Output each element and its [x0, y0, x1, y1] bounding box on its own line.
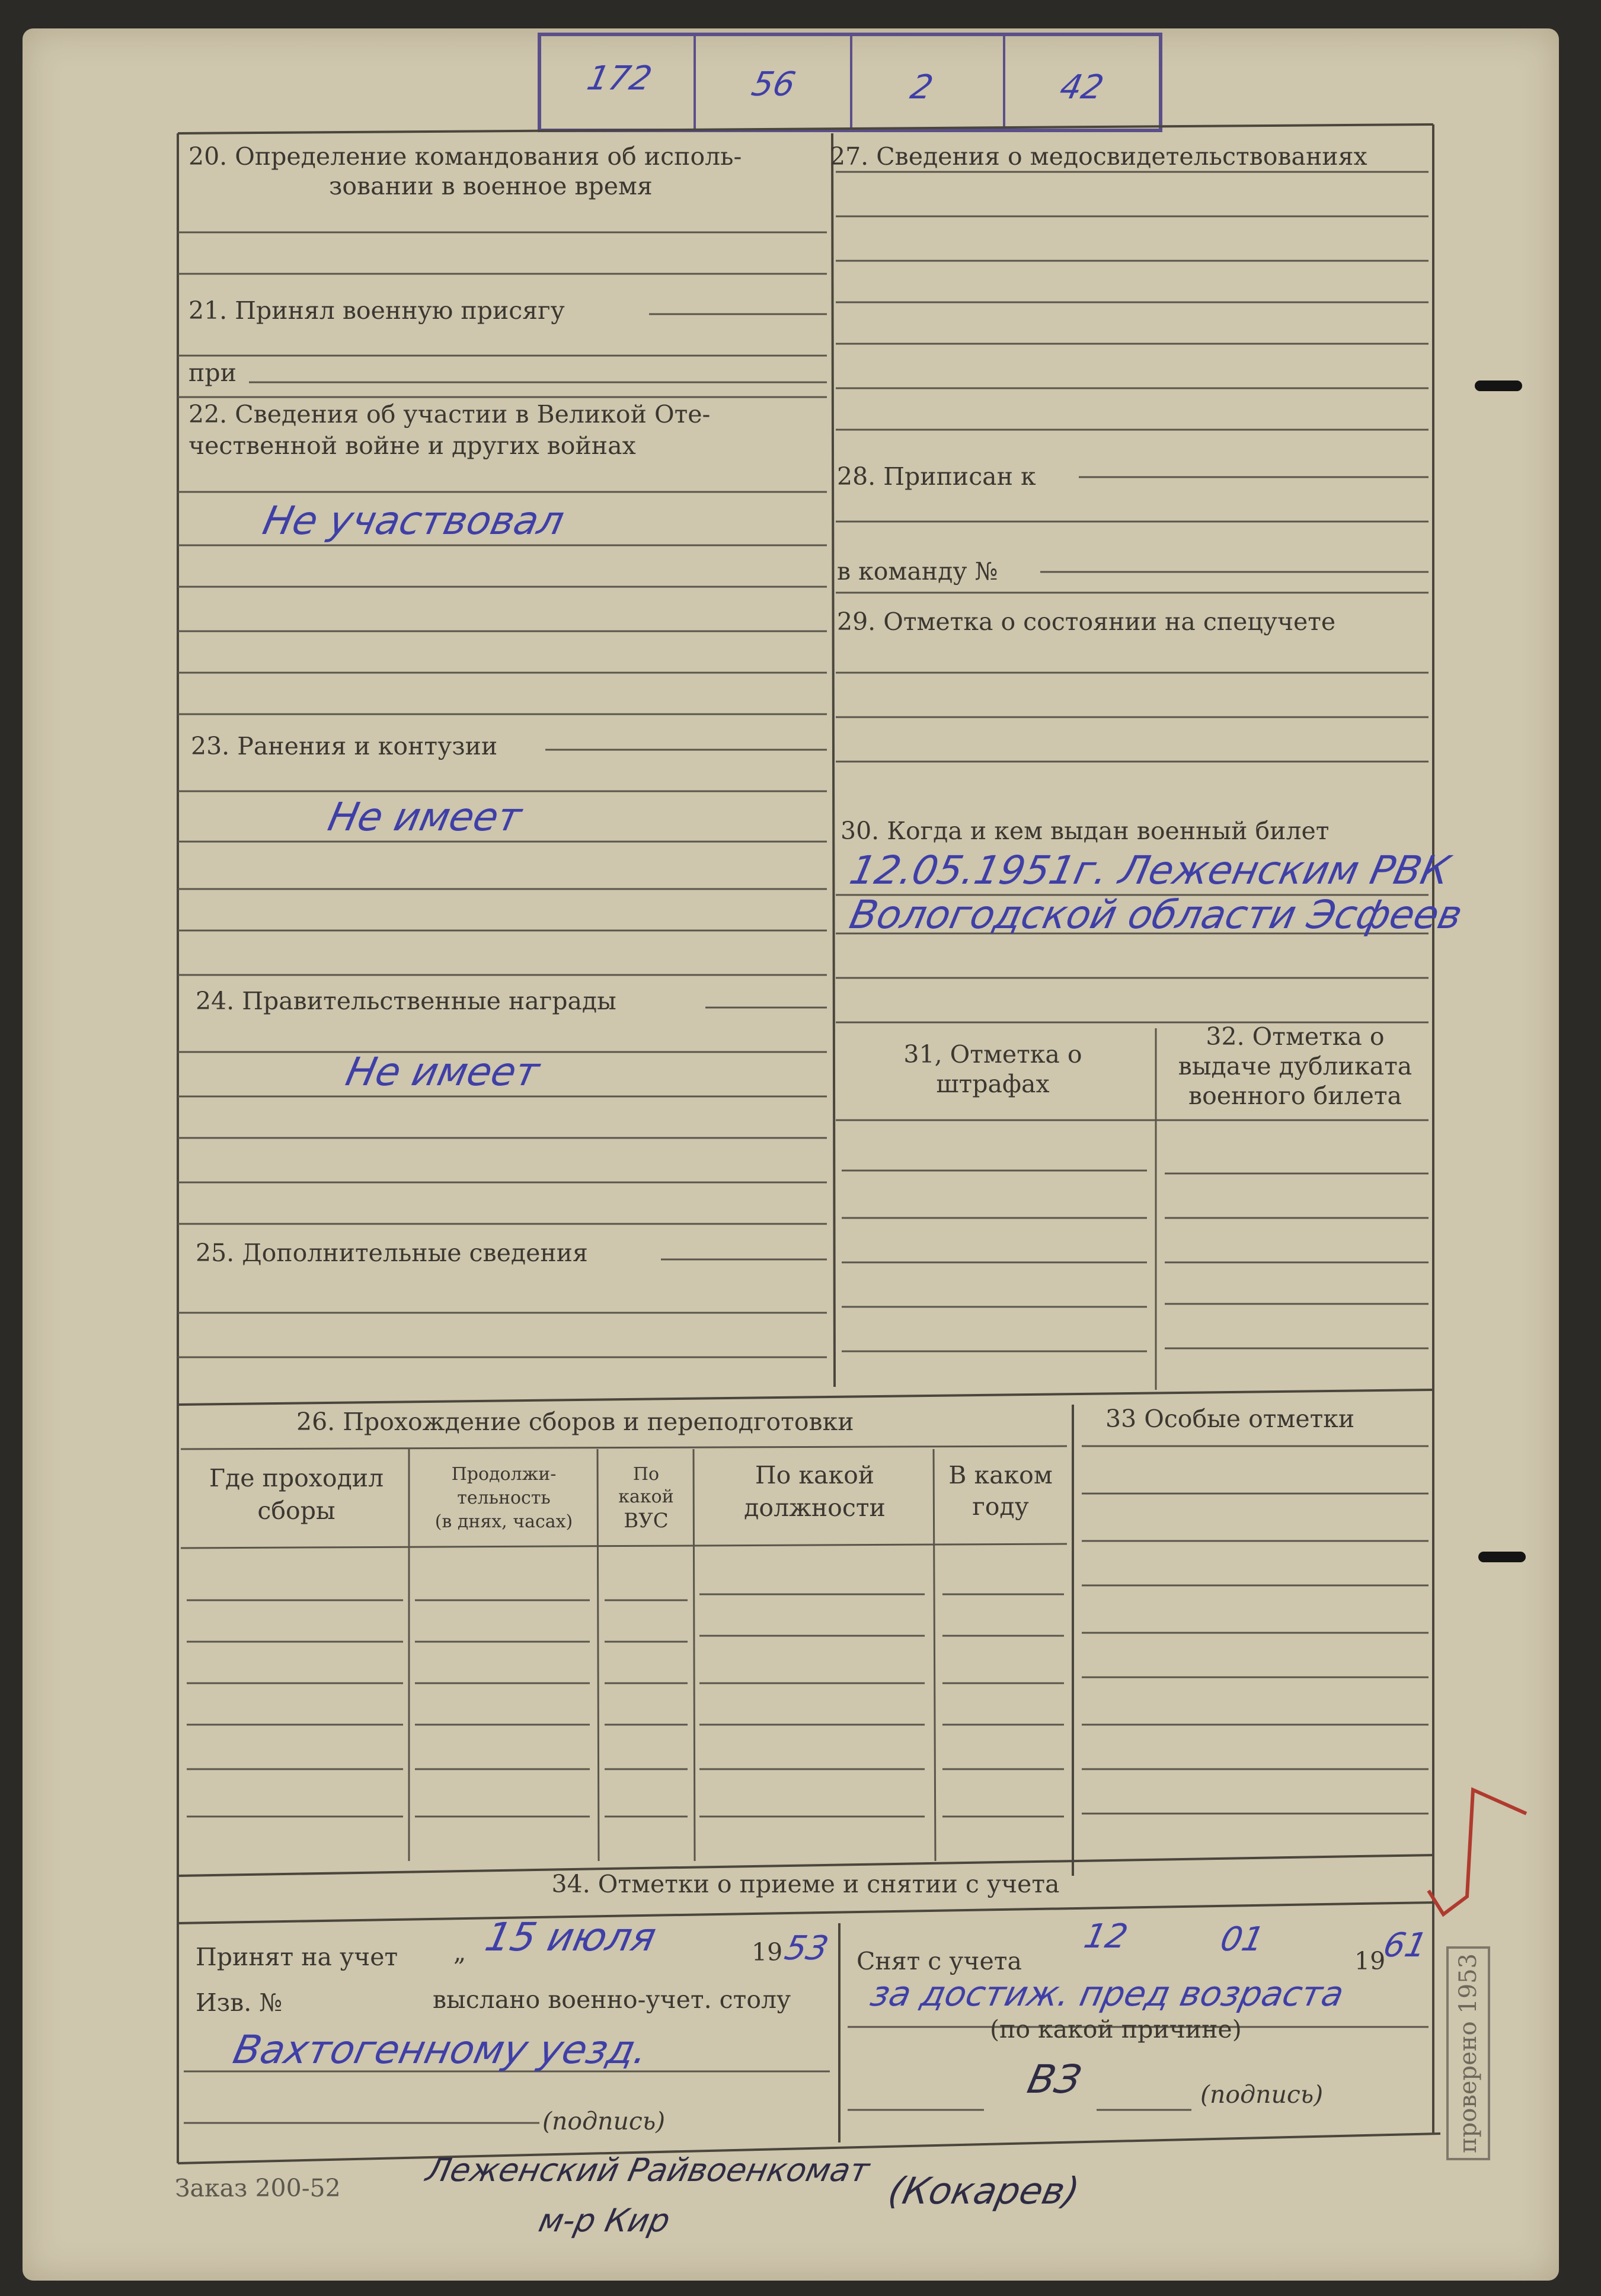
s34-signature-label: (подпись) — [542, 2107, 666, 2135]
s23-label: 23. Ранения и контузии — [191, 732, 498, 760]
s26-col5-l2: году — [972, 1492, 1029, 1521]
s26-col2-l2: тельность — [457, 1488, 551, 1508]
s22-value: Не участвовал — [258, 498, 568, 543]
s34-accepted-year: 53 — [781, 1929, 832, 1968]
verified-stamp: проверено 1953 — [1446, 1946, 1490, 2160]
s26-title: 26. Прохождение сборов и переподготовки — [296, 1408, 854, 1436]
punch-hole-upper — [1475, 380, 1522, 391]
s26-col2-l3: (в днях, часах) — [434, 1511, 573, 1532]
s26-col1-l1: Где проходил — [209, 1464, 384, 1492]
s31-line2: штрафах — [936, 1070, 1050, 1098]
punch-hole-lower — [1478, 1552, 1526, 1562]
s34-removed-month: 01 — [1217, 1920, 1268, 1959]
s26-col4-l2: должности — [744, 1494, 886, 1522]
s34-removed-day: 12 — [1081, 1917, 1132, 1956]
s22-line2: чественной войне и других войнах — [188, 431, 636, 460]
s32-line1: 32. Отметка о — [1206, 1022, 1385, 1051]
s34-accepted-year-prefix: 19 — [752, 1938, 783, 1966]
s34-sent-to: Вахтогенному уезд. — [229, 2027, 652, 2073]
s29-label: 29. Отметка о состоянии на спецучете — [837, 607, 1336, 636]
s31-line1: 31, Отметка о — [903, 1040, 1082, 1069]
s22-line1: 22. Сведения об участии в Великой Оте- — [188, 400, 711, 428]
footer-handwritten-office: Леженский Райвоенкомат — [423, 2151, 873, 2189]
s26-col5-l1: В каком — [948, 1461, 1053, 1489]
s25-label: 25. Дополнительные сведения — [196, 1239, 588, 1267]
s34-signature-mark: ВЗ — [1023, 2057, 1085, 2102]
s34-signature-label-2: (подпись) — [1200, 2080, 1324, 2109]
footer-handwritten-name: (Кокарев) — [884, 2169, 1084, 2212]
s32-line3: военного билета — [1188, 1082, 1402, 1110]
header-cell-1: 172 — [583, 59, 656, 98]
s26-col1-l2: сборы — [257, 1496, 335, 1525]
s34-sent-label: выслано военно-учет. столу — [433, 1985, 791, 2014]
s26-col2-l1: Продолжи- — [451, 1464, 557, 1485]
s23-value: Не имеет — [324, 794, 526, 840]
s34-accepted-label: Принят на учет — [196, 1943, 398, 1971]
s26-col3-l3: ВУС — [624, 1509, 669, 1533]
s28-label: 28. Приписан к — [837, 462, 1036, 491]
s26-col3-l1: По — [632, 1464, 660, 1485]
footer-handwritten-title: м-р Кир — [535, 2202, 674, 2239]
s27-label: 27. Сведения о медосвидетельствованиях — [830, 142, 1367, 171]
s34-removed-year-prefix: 19 — [1354, 1947, 1386, 1975]
s26-col4-l1: По какой — [755, 1461, 875, 1489]
s33-title: 33 Особые отметки — [1105, 1405, 1355, 1433]
s24-label: 24. Правительственные награды — [196, 987, 616, 1015]
s34-title: 34. Отметки о приеме и снятии с учета — [551, 1870, 1060, 1898]
order-number: Заказ 200-52 — [175, 2174, 341, 2202]
s24-value: Не имеет — [341, 1049, 544, 1095]
s30-value-1: 12.05.1951г. Леженским РВК — [845, 848, 1454, 893]
header-cell-2: 56 — [748, 65, 799, 104]
s21-pri: при — [188, 359, 237, 387]
s20-line2: зовании в военное время — [329, 172, 653, 200]
s34-izv-label: Изв. № — [196, 1988, 283, 2017]
s32-line2: выдаче дубликата — [1178, 1052, 1413, 1080]
s28-team: в команду № — [837, 557, 998, 586]
s34-removed-reason: за достиж. пред возраста — [867, 1974, 1348, 2014]
s30-label: 30. Когда и кем выдан военный билет — [841, 817, 1330, 845]
s20-line1: 20. Определение командования об исполь- — [188, 142, 742, 171]
s34-accepted-quote: „ — [453, 1938, 466, 1966]
s30-value-2: Вологодской области Эсфеев — [845, 892, 1466, 938]
s34-reason-label: (по какой причине) — [990, 2015, 1242, 2044]
s34-removed-label: Снят с учета — [857, 1947, 1022, 1975]
s34-removed-year: 61 — [1380, 1926, 1431, 1965]
s34-accepted-date: 15 июля — [481, 1914, 660, 1960]
header-cell-4: 42 — [1056, 68, 1107, 107]
header-cell-3: 2 — [907, 68, 937, 107]
s26-col3-l2: какой — [618, 1486, 674, 1507]
s21-label: 21. Принял военную присягу — [188, 296, 565, 325]
